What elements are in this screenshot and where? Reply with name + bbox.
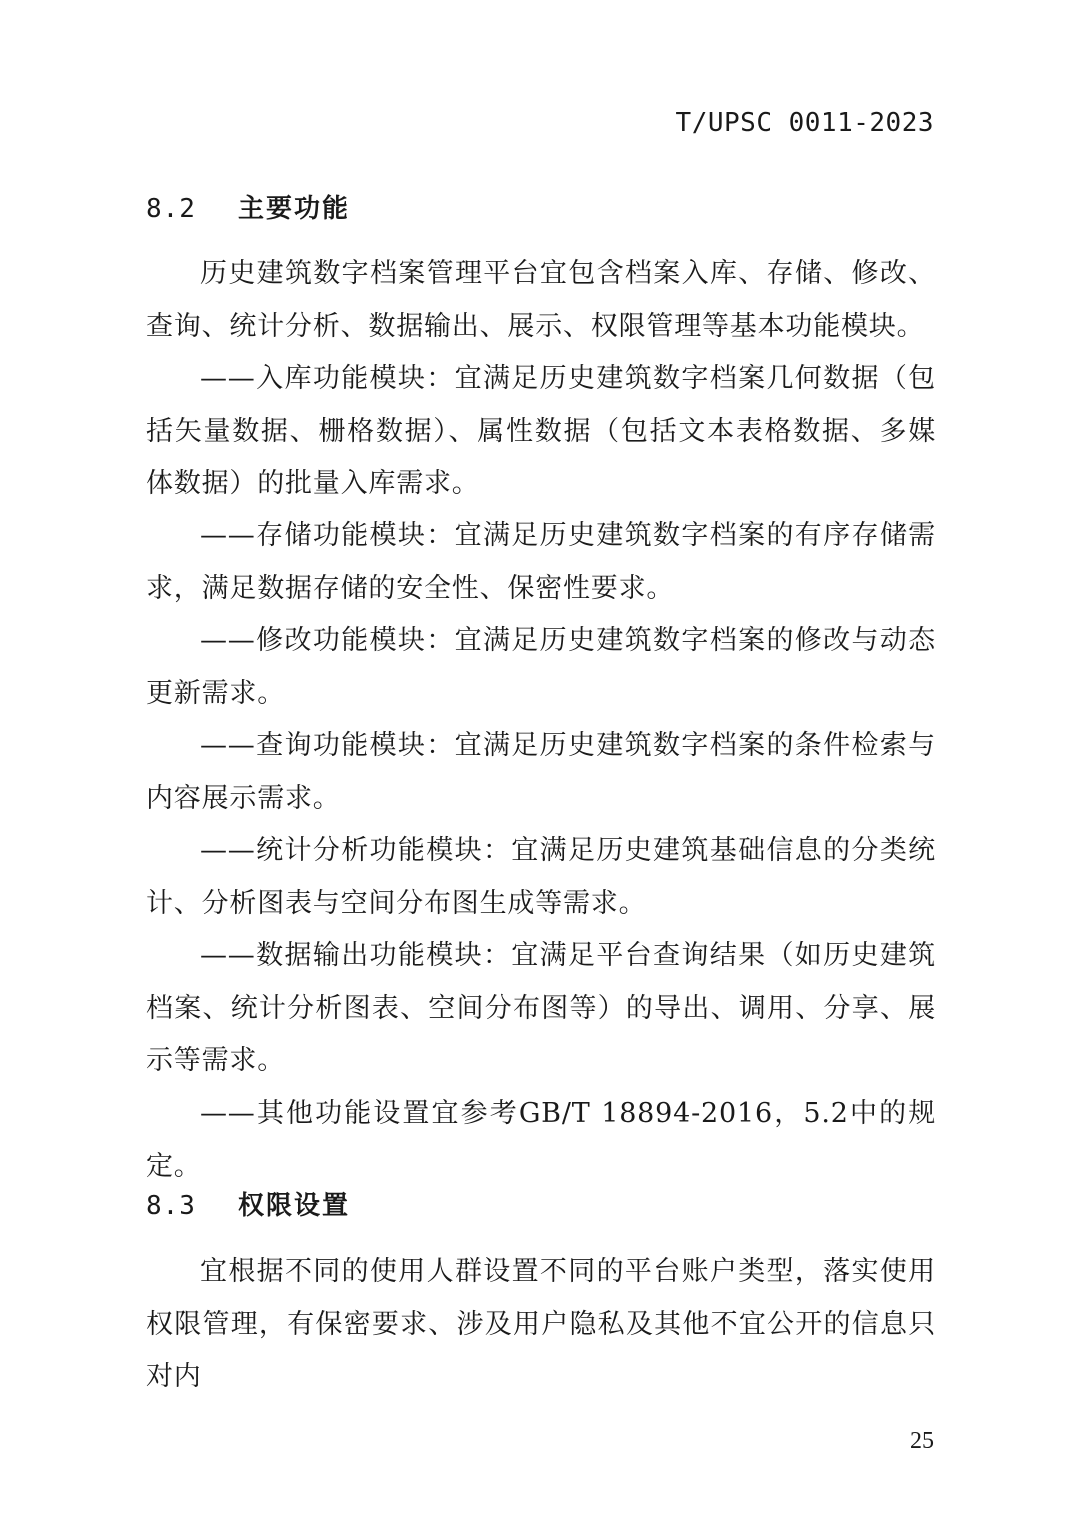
page-number: 25 [910,1428,934,1454]
section-title: 主要功能 [238,194,351,224]
paragraph-statistics-module: ——统计分析功能模块：宜满足历史建筑基础信息的分类统计、分析图表与空间分布图生成等需求。 [146,835,936,919]
paragraph-edit-module: ——修改功能模块：宜满足历史建筑数字档案的修改与动态更新需求。 [146,625,936,709]
paragraph-intro: 历史建筑数字档案管理平台宜包含档案入库、存储、修改、查询、统计分析、数据输出、展示、权限管理等基本功能模块。 [146,258,936,342]
section-number: 8.2 [146,194,196,224]
section-heading-8-3 [146,1185,350,1222]
section-title: 权限设置 [238,1191,351,1221]
paragraph-permissions: 宜根据不同的使用人群设置不同的平台账户类型，落实使用权限管理，有保密要求、涉及用户隐私及其他不宜公开的信息只对内 [146,1256,936,1392]
paragraph-output-module: ——数据输出功能模块：宜满足平台查询结果（如历史建筑档案、统计分析图表、空间分布图等）的导出、调用、分享、展示等需求。 [146,940,936,1076]
section-heading-8-2 [146,188,350,225]
paragraph-import-module: ——入库功能模块：宜满足历史建筑数字档案几何数据（包括矢量数据、栅格数据）、属性数据（包括文本表格数据、多媒体数据）的批量入库需求。 [146,363,936,499]
document-code: T/UPSC 0011-2023 [675,108,934,138]
paragraph-query-module: ——查询功能模块：宜满足历史建筑数字档案的条件检索与内容展示需求。 [146,730,936,814]
section-number: 8.3 [146,1191,196,1221]
paragraph-other-functions: ——其他功能设置宜参考GB/T 18894-2016，5.2中的规定。 [146,1098,936,1182]
paragraph-storage-module: ——存储功能模块：宜满足历史建筑数字档案的有序存储需求，满足数据存储的安全性、保密性要求。 [146,520,936,604]
